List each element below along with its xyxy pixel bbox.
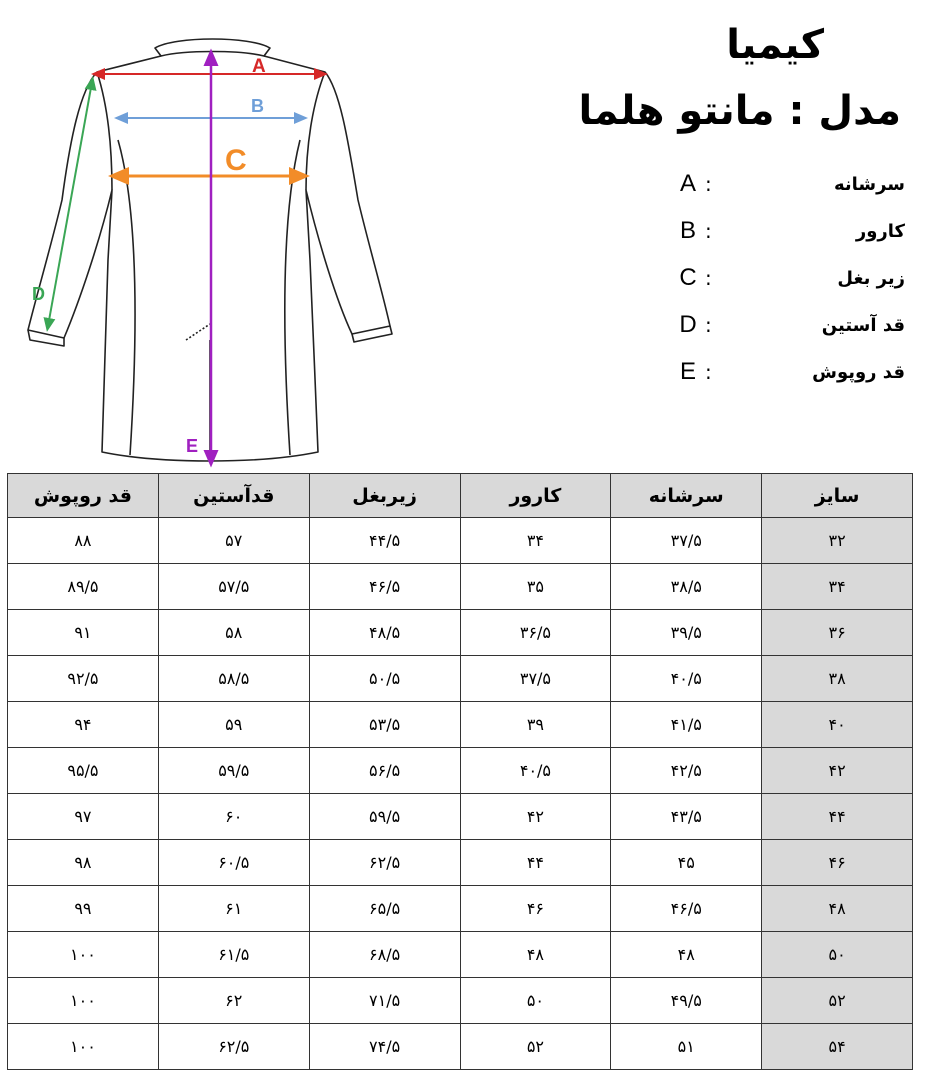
legend-name: قد آستین: [821, 315, 905, 336]
table-row: [8, 794, 913, 840]
cell-chest: ۵۶/۵: [309, 748, 460, 794]
cell-coat-length: ۱۰۰: [8, 1024, 159, 1070]
legend-name: سرشانه: [833, 174, 905, 195]
measure-label-d: D: [32, 284, 45, 304]
cell-coat-length: ۱۰۰: [8, 932, 159, 978]
cell-sleeve-length: ۵۸: [158, 610, 309, 656]
cell-coat-length: ۱۰۰: [8, 978, 159, 1024]
legend-name: زیر بغل: [837, 268, 905, 289]
table-row: [8, 518, 913, 564]
cell-coat-length: ۹۸: [8, 840, 159, 886]
cell-back-width: ۴۲: [460, 794, 611, 840]
header-coat-length: قد روپوش: [8, 474, 159, 518]
cell-coat-length: ۹۲/۵: [8, 656, 159, 702]
cell-coat-length: ۸۹/۵: [8, 564, 159, 610]
legend-letter: C: [679, 264, 697, 291]
cell-chest: ۴۴/۵: [309, 518, 460, 564]
cell-chest: ۶۸/۵: [309, 932, 460, 978]
measure-label-a: A: [252, 56, 266, 77]
cell-size: ۳۶: [762, 610, 913, 656]
table-row: [8, 702, 913, 748]
cell-size: ۵۴: [762, 1024, 913, 1070]
cell-back-width: ۴۸: [460, 932, 611, 978]
header-back-width: کارور: [460, 474, 611, 518]
table-row: [8, 610, 913, 656]
cell-shoulder: ۴۲/۵: [611, 748, 762, 794]
cell-sleeve-length: ۵۷/۵: [158, 564, 309, 610]
legend-item: [675, 311, 905, 358]
cell-size: ۴۶: [762, 840, 913, 886]
cell-shoulder: ۴۰/۵: [611, 656, 762, 702]
cell-back-width: ۵۰: [460, 978, 611, 1024]
cell-back-width: ۳۵: [460, 564, 611, 610]
legend-colon: :: [705, 172, 712, 196]
cell-size: ۴۲: [762, 748, 913, 794]
cell-coat-length: ۸۸: [8, 518, 159, 564]
cell-sleeve-length: ۶۱: [158, 886, 309, 932]
legend-colon: :: [705, 266, 712, 290]
cell-chest: ۴۶/۵: [309, 564, 460, 610]
cell-coat-length: ۹۱: [8, 610, 159, 656]
table-header-row: [8, 474, 913, 518]
table-row: [8, 978, 913, 1024]
cell-sleeve-length: ۵۷: [158, 518, 309, 564]
cell-shoulder: ۳۹/۵: [611, 610, 762, 656]
cell-coat-length: ۹۹: [8, 886, 159, 932]
table-row: [8, 886, 913, 932]
legend-name: کارور: [855, 221, 905, 242]
cell-size: ۴۴: [762, 794, 913, 840]
legend-colon: :: [705, 219, 712, 243]
measure-label-c: C: [225, 144, 247, 177]
cell-chest: ۷۴/۵: [309, 1024, 460, 1070]
header-shoulder: سرشانه: [611, 474, 762, 518]
cell-back-width: ۳۹: [460, 702, 611, 748]
table-row: [8, 656, 913, 702]
cell-size: ۳۲: [762, 518, 913, 564]
cell-chest: ۵۹/۵: [309, 794, 460, 840]
cell-chest: ۵۳/۵: [309, 702, 460, 748]
legend-colon: :: [705, 313, 712, 337]
cell-shoulder: ۴۵: [611, 840, 762, 886]
size-chart-table: [7, 473, 913, 1070]
model-name: مدل : مانتو هلما: [578, 88, 901, 134]
cell-chest: ۷۱/۵: [309, 978, 460, 1024]
cell-shoulder: ۴۶/۵: [611, 886, 762, 932]
cell-sleeve-length: ۶۱/۵: [158, 932, 309, 978]
cell-back-width: ۴۴: [460, 840, 611, 886]
table-row: [8, 748, 913, 794]
cell-coat-length: ۹۴: [8, 702, 159, 748]
legend-letter: E: [679, 358, 696, 385]
legend-item: [675, 170, 905, 217]
cell-size: ۳۸: [762, 656, 913, 702]
cell-shoulder: ۴۸: [611, 932, 762, 978]
cell-shoulder: ۳۸/۵: [611, 564, 762, 610]
measure-label-b: B: [251, 96, 264, 116]
cell-back-width: ۴۶: [460, 886, 611, 932]
legend-colon: :: [705, 360, 712, 384]
cell-size: ۴۰: [762, 702, 913, 748]
cell-coat-length: ۹۵/۵: [8, 748, 159, 794]
table-row: [8, 1024, 913, 1070]
header-sleeve-length: قدآستین: [158, 474, 309, 518]
legend-letter: B: [679, 217, 696, 244]
cell-size: ۵۲: [762, 978, 913, 1024]
cell-size: ۵۰: [762, 932, 913, 978]
legend-letter: A: [679, 170, 696, 197]
table-row: [8, 564, 913, 610]
cell-size: ۳۴: [762, 564, 913, 610]
table-row: [8, 932, 913, 978]
cell-sleeve-length: ۶۰: [158, 794, 309, 840]
cell-back-width: ۵۲: [460, 1024, 611, 1070]
measure-line-d: [48, 82, 92, 326]
header-chest: زیربغل: [309, 474, 460, 518]
cell-chest: ۴۸/۵: [309, 610, 460, 656]
cell-sleeve-length: ۵۸/۵: [158, 656, 309, 702]
legend-item: [675, 217, 905, 264]
measurement-legend: [675, 170, 905, 405]
cell-shoulder: ۳۷/۵: [611, 518, 762, 564]
legend-letter: D: [679, 311, 697, 338]
header-size: سایز: [762, 474, 913, 518]
cell-back-width: ۳۷/۵: [460, 656, 611, 702]
cell-shoulder: ۵۱: [611, 1024, 762, 1070]
cell-size: ۴۸: [762, 886, 913, 932]
cell-shoulder: ۴۹/۵: [611, 978, 762, 1024]
brand-name: کیمیا: [726, 22, 824, 68]
cell-back-width: ۳۶/۵: [460, 610, 611, 656]
legend-item: [675, 264, 905, 311]
measure-label-e: E: [186, 436, 199, 456]
cell-sleeve-length: ۵۹/۵: [158, 748, 309, 794]
cell-sleeve-length: ۶۲/۵: [158, 1024, 309, 1070]
cell-shoulder: ۴۳/۵: [611, 794, 762, 840]
cell-back-width: ۴۰/۵: [460, 748, 611, 794]
coat-measurement-diagram: [0, 0, 420, 470]
legend-name: قد روپوش: [812, 362, 905, 383]
cell-chest: ۶۲/۵: [309, 840, 460, 886]
cell-shoulder: ۴۱/۵: [611, 702, 762, 748]
cell-sleeve-length: ۶۲: [158, 978, 309, 1024]
cell-back-width: ۳۴: [460, 518, 611, 564]
legend-item: [675, 358, 905, 405]
cell-sleeve-length: ۶۰/۵: [158, 840, 309, 886]
cell-sleeve-length: ۵۹: [158, 702, 309, 748]
cell-chest: ۶۵/۵: [309, 886, 460, 932]
table-row: [8, 840, 913, 886]
cell-coat-length: ۹۷: [8, 794, 159, 840]
cell-chest: ۵۰/۵: [309, 656, 460, 702]
